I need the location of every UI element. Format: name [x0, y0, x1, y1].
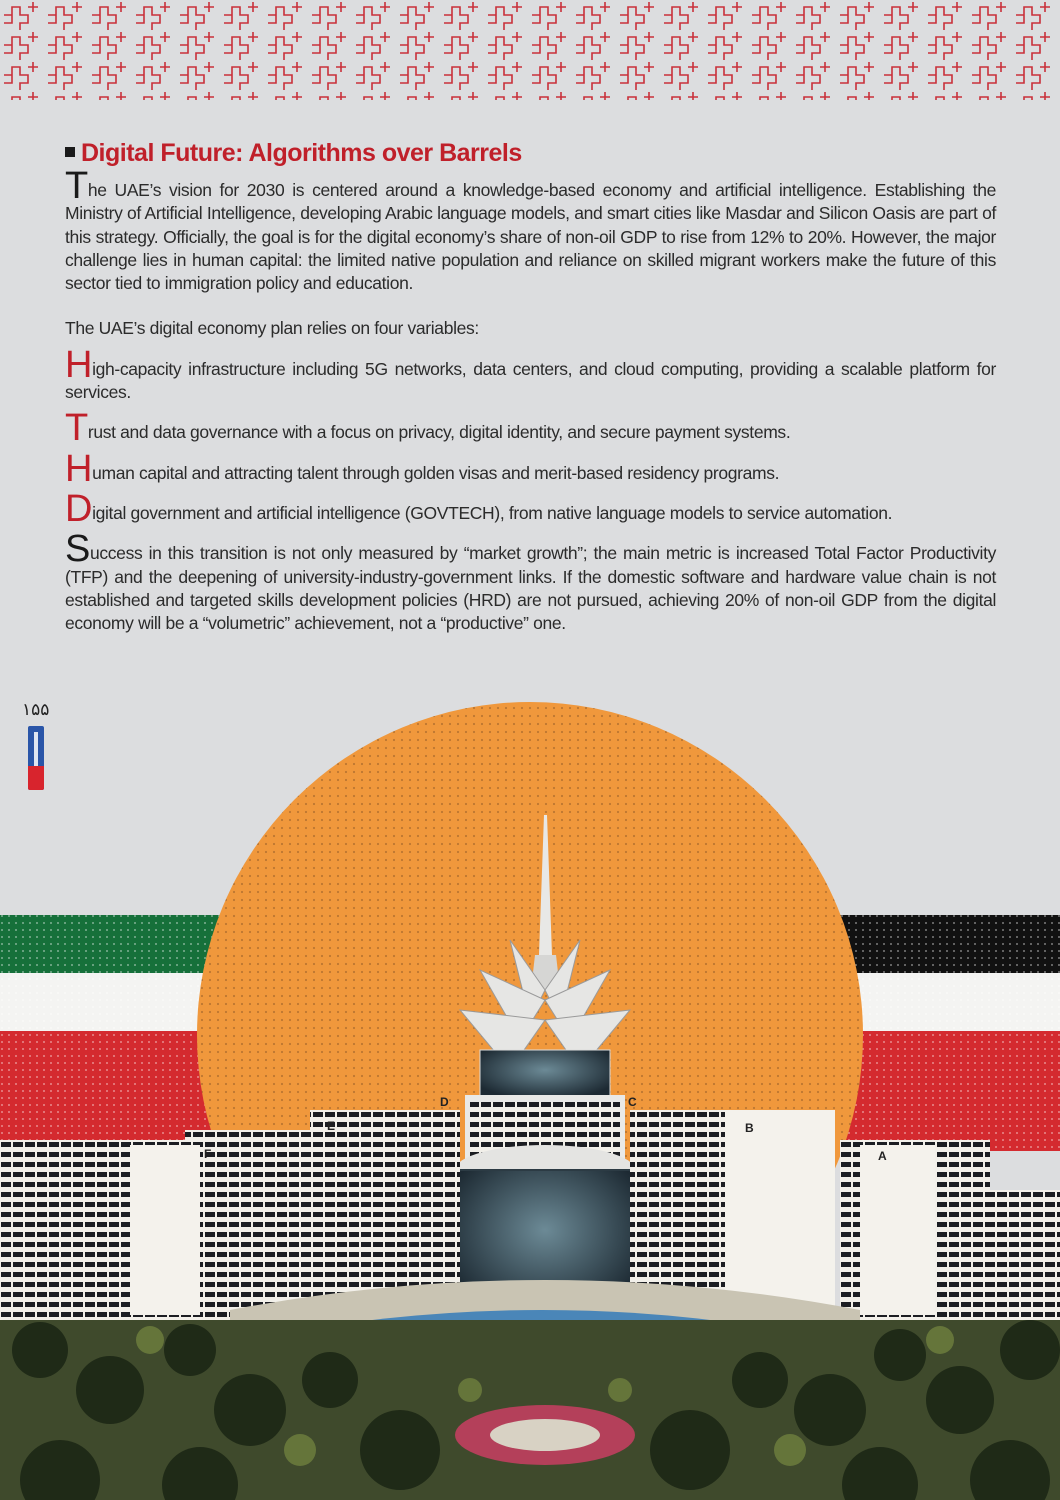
intro-text: he UAE’s vision for 2030 is centered around a knowledge-based economy and artificial intelligence. Establishing the Ministry of Artificial Intelligence, developing Arabic language models, and smart cities like Masdar and Silicon Oasis are part of this strategy. Officially, the goal is for the digital economy’s share of non-oil GDP to rise from 12% to 20%. However, the major challenge lies in human capital: the limited native population and reliance on skilled migrant workers make the future of this sector tied to immigration policy and education. [65, 180, 996, 294]
building-label: E [327, 1119, 336, 1133]
variable-digital-government [65, 487, 996, 530]
variable-text: igital government and artificial intelligence (GOVTECH), from native language models to service automation. [92, 502, 893, 523]
conclusion-text: uccess in this transition is not only measured by “market growth”; the main metric is increased Total Factor Productivity (TFP) and the deepening of university-industry-government links. If the domestic software and hardware value chain is not established and targeted skills development policies (HRD) are not pursued, achieving 20% of non-oil GDP from the digital economy will be a “volumetric” achievement, not a “productive” one. [65, 543, 996, 634]
variable-text: rust and data governance with a focus on privacy, digital identity, and secure payment systems. [87, 422, 791, 443]
section-title-text: Digital Future: Algorithms over Barrels [81, 139, 522, 167]
variable-human-capital [65, 447, 996, 490]
building-label: A [878, 1149, 887, 1163]
conclusion-paragraph [65, 528, 996, 635]
variables-intro: The UAE’s digital economy plan relies on four variables: [65, 318, 479, 339]
title-bullet-icon [65, 147, 75, 157]
variable-trust [65, 407, 996, 450]
section-title [65, 138, 996, 168]
building-label: F [204, 1147, 212, 1161]
variable-infrastructure [65, 343, 996, 405]
decorative-pattern-border [0, 0, 1060, 100]
dropcap: H [65, 343, 93, 386]
building-label: B [745, 1121, 754, 1135]
building-label: D [440, 1095, 449, 1109]
building-label: C [628, 1095, 637, 1109]
dropcap: T [65, 165, 88, 207]
dropcap: T [65, 407, 88, 450]
dropcap: H [65, 447, 93, 490]
intro-paragraph [65, 165, 996, 295]
dropcap: D [65, 487, 93, 530]
page-number: ۱۵۵ [22, 700, 50, 719]
variable-text: igh-capacity infrastructure including 5G networks, data centers, and cloud computing, providing a scalable platform for services. [65, 358, 996, 403]
illustration-building-collage [0, 690, 1060, 1500]
dropcap: S [65, 528, 90, 571]
variable-text: uman capital and attracting talent through golden visas and merit-based residency programs. [92, 462, 780, 483]
article-content [65, 138, 996, 635]
